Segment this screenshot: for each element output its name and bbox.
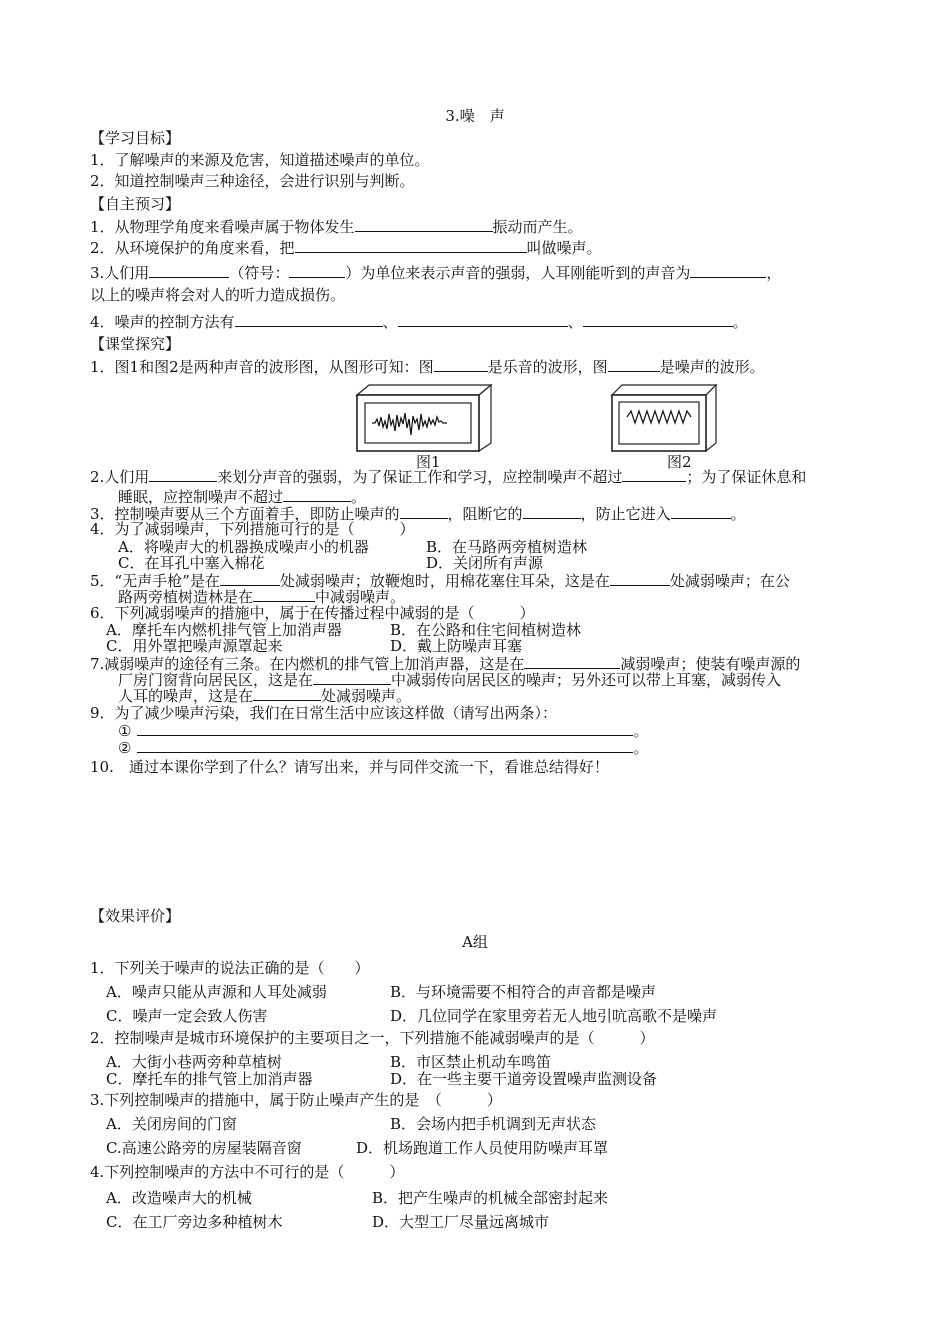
answer-blank[interactable]: [295, 237, 527, 253]
explore-heading: 【课堂探究】: [90, 335, 181, 353]
preview-q4: 4．噪声的控制方法有 、 、 。: [90, 313, 748, 331]
objectives-heading: 【学习目标】: [90, 129, 181, 147]
answer-blank[interactable]: [253, 685, 321, 701]
explore-q3: 3．控制噪声要从三个方面着手，即防止噪声的 ，阻断它的 ，防止它进入 。: [90, 505, 746, 523]
preview-q2: 2．从环境保护的角度来看，把 叫做噪声。: [90, 239, 602, 257]
option-b[interactable]: B．在马路两旁植树造林: [426, 538, 588, 556]
answer-blank[interactable]: [434, 356, 488, 372]
explore-q7: 7.减弱噪声的途径有三条。在内燃机的排气管上加消声器，这是在 减弱噪声；使装有噪声源的: [90, 655, 801, 673]
option-c[interactable]: C．噪声一定会致人伤害: [106, 1007, 268, 1025]
explore-q5: 5．“无声手枪”是在 处减弱噪声；放鞭炮时，用棉花塞住耳朵，这是在 处减弱噪声；在公: [90, 572, 790, 590]
answer-blank[interactable]: [149, 466, 217, 482]
option-d[interactable]: D．机场跑道工作人员使用防噪声耳罩: [356, 1139, 609, 1157]
preview-q3: 3.人们用 （符号： ）为单位来表示声音的强弱，人耳刚能听到的声音为 ，: [90, 264, 782, 282]
option-b[interactable]: B．与环境需要不相符合的声音都是噪声: [390, 983, 657, 1001]
option-c[interactable]: C．在耳孔中塞入棉花: [118, 554, 265, 572]
explore-q7-cont2: 人耳的噪声，这是在 处减弱噪声。: [118, 687, 412, 705]
answer-blank[interactable]: [400, 503, 448, 519]
answer-blank[interactable]: [355, 216, 493, 232]
option-d[interactable]: D．几位同学在家里旁若无人地引吭高歌不是噪声: [390, 1007, 718, 1025]
option-a[interactable]: A．摩托车内燃机排气管上加消声器: [106, 621, 342, 639]
answer-blank[interactable]: [524, 653, 620, 669]
page-title: 3.噪 声: [445, 107, 505, 125]
answer-blank[interactable]: [253, 586, 315, 602]
option-b[interactable]: B．会场内把手机调到无声状态: [390, 1115, 597, 1133]
explore-q9-line2: ② 。: [118, 739, 649, 757]
preview-q3-cont: 以上的噪声将会对人的听力造成损伤。: [90, 286, 346, 304]
answer-blank[interactable]: [523, 503, 581, 519]
explore-q2-cont: 睡眠，应控制噪声不超过 。: [118, 488, 367, 506]
explore-q9-line1: ① 。: [118, 722, 649, 740]
option-d[interactable]: D．戴上防噪声耳塞: [390, 637, 523, 655]
answer-line[interactable]: [137, 720, 633, 736]
answer-blank[interactable]: [235, 311, 383, 327]
eval-q4-stem: 4.下列控制噪声的方法中不可行的是（ ）: [90, 1163, 405, 1181]
answer-blank[interactable]: [149, 262, 229, 278]
answer-blank[interactable]: [608, 356, 660, 372]
group-a-label: A组: [462, 933, 488, 951]
option-d[interactable]: D．大型工厂尽量远离城市: [372, 1213, 550, 1231]
figure-2-caption: 图2: [667, 453, 692, 471]
answer-blank[interactable]: [622, 466, 686, 482]
option-a[interactable]: A．大街小巷两旁种草植树: [106, 1053, 282, 1071]
option-b[interactable]: B．把产生噪声的机械全部密封起来: [372, 1189, 609, 1207]
answer-blank[interactable]: [398, 311, 568, 327]
answer-line[interactable]: [137, 737, 633, 753]
option-a[interactable]: A．改造噪声大的机械: [106, 1189, 252, 1207]
explore-q9-stem: 9．为了减少噪声污染，我们在日常生活中应该这样做（请写出两条）：: [90, 704, 558, 722]
answer-blank[interactable]: [690, 262, 766, 278]
objective-item: 1．了解噪声的来源及危害，知道描述噪声的单位。: [90, 151, 430, 169]
eval-q1-stem: 1．下列关于噪声的说法正确的是（ ）: [90, 959, 370, 977]
option-b[interactable]: B．在公路和住宅间植树造林: [390, 621, 582, 639]
answer-blank[interactable]: [583, 311, 733, 327]
explore-q5-cont: 路两旁植树造林是在 中减弱噪声。: [118, 588, 406, 606]
preview-heading: 【自主预习】: [90, 195, 181, 213]
eval-q2-stem: 2．控制噪声是城市环境保护的主要项目之一，下列措施不能减弱噪声的是（ ）: [90, 1029, 655, 1047]
answer-blank[interactable]: [283, 486, 351, 502]
preview-q1: 1．从物理学角度来看噪声属于物体发生 振动而产生。: [90, 218, 583, 236]
option-d[interactable]: D．在一些主要干道旁设置噪声监测设备: [390, 1070, 658, 1088]
option-c[interactable]: C．用外罩把噪声源罩起来: [106, 637, 283, 655]
objective-item: 2．知道控制噪声三种途径，会进行识别与判断。: [90, 172, 415, 190]
option-b[interactable]: B．市区禁止机动车鸣笛: [390, 1053, 552, 1071]
explore-q6-stem: 6．下列减弱噪声的措施中，属于在传播过程中减弱的是（ ）: [90, 604, 535, 622]
figure-1-noise-waveform: [355, 383, 493, 453]
explore-q10: 10. 通过本课你学到了什么？请写出来，并与同伴交流一下，看谁总结得好！: [90, 758, 609, 776]
option-d[interactable]: D．关闭所有声源: [426, 554, 544, 572]
option-c[interactable]: C.高速公路旁的房屋装隔音窗: [106, 1139, 302, 1157]
figure-1-caption: 图1: [416, 453, 441, 471]
answer-blank[interactable]: [610, 570, 670, 586]
answer-blank[interactable]: [289, 262, 345, 278]
explore-q2: 2.人们用 来划分声音的强弱，为了保证工作和学习，应控制噪声不超过 ；为了保证休息和: [90, 468, 807, 486]
eval-q3-stem: 3.下列控制噪声的措施中，属于防止噪声产生的是 （ ）: [90, 1091, 502, 1109]
option-a[interactable]: A．将噪声大的机器换成噪声小的机器: [118, 538, 369, 556]
option-c[interactable]: C．在工厂旁边多种植树木: [106, 1213, 283, 1231]
explore-q4-stem: 4．为了减弱噪声，下列措施可行的是（ ）: [90, 520, 415, 538]
figure-2-music-waveform: [610, 383, 718, 453]
option-a[interactable]: A．关闭房间的门窗: [106, 1115, 237, 1133]
option-a[interactable]: A．噪声只能从声源和人耳处减弱: [106, 983, 327, 1001]
evaluation-heading: 【效果评价】: [90, 907, 181, 925]
answer-blank[interactable]: [671, 503, 731, 519]
option-c[interactable]: C．摩托车的排气管上加消声器: [106, 1070, 313, 1088]
explore-q7-cont: 厂房门窗背向居民区，这是在 中减弱传向居民区的噪声；另外还可以带上耳塞，减弱传入: [118, 671, 782, 689]
answer-blank[interactable]: [220, 570, 280, 586]
answer-blank[interactable]: [313, 669, 391, 685]
explore-q1: 1．图1和图2是两种声音的波形图，从图形可知：图 是乐音的波形，图 是噪声的波形。: [90, 358, 765, 376]
